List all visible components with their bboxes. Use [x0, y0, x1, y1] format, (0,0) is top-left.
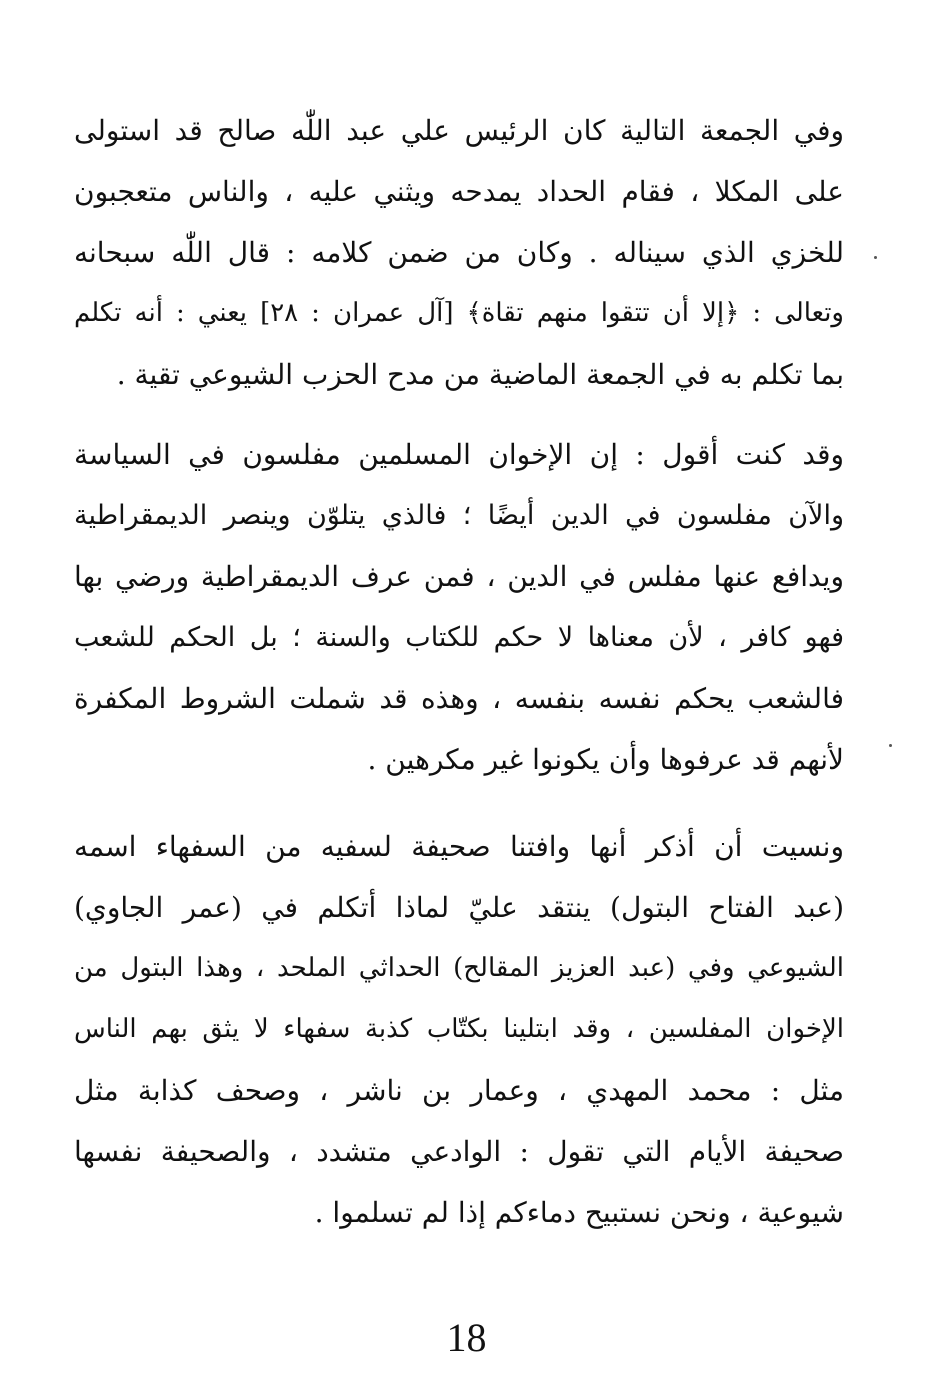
text-line: شيوعية ، ونحن نستبيح دماءكم إذا لم تسلموا .: [314, 1196, 844, 1229]
text-line: لأنهم قد عرفوها وأن يكونوا غير مكرهين .: [367, 743, 844, 776]
text-line: ونسيت أن أذكر أنها وافتنا صحيفة لسفيه من السفهاء اسمه: [74, 830, 844, 863]
page-number: 18: [446, 1315, 487, 1360]
paragraph-2: [74, 424, 844, 790]
text-line: وتعالى : ﴿إلا أن تتقوا منهم تقاة﴾ [آل عمران : ٢٨] يعني : أنه تكلم: [74, 298, 844, 328]
text-line: للخزي الذي سيناله . وكان من ضمن كلامه : قال اللّٰه سبحانه: [74, 236, 844, 269]
text-line: (عبد الفتاح البتول) ينتقد عليّ لماذا أتكلم في (عمر الجاوي): [74, 891, 844, 924]
text-line: ويدافع عنها مفلس في الدين ، فمن عرف الديمقراطية ورضي بها: [74, 560, 844, 593]
paragraph-3: [74, 816, 844, 1243]
text-line: فالشعب يحكم نفسه بنفسه ، وهذه قد شملت الشروط المكفرة: [74, 682, 844, 715]
margin-speck: [874, 256, 877, 259]
text-line: الإخوان المفلسين ، وقد ابتلينا بكتّاب كذبة سفهاء لا يثق بهم الناس: [74, 1014, 844, 1044]
text-line: بما تكلم به في الجمعة الماضية من مدح الحزب الشيوعي تقية .: [116, 358, 844, 391]
text-line: على المكلا ، فقام الحداد يمدحه ويثني عليه ، والناس متعجبون: [74, 175, 844, 208]
text-line: الشيوعي وفي (عبد العزيز المقالح) الحداثي الملحد ، وهذا البتول من: [74, 953, 844, 983]
text-line: مثل : محمد المهدي ، وعمار بن ناشر ، وصحف كذابة مثل: [74, 1074, 844, 1107]
margin-speck: [889, 744, 892, 747]
text-line: وقد كنت أقول : إن الإخوان المسلمين مفلسون في السياسة: [74, 438, 844, 471]
text-line: فهو كافر ، لأن معناها لا حكم للكتاب والسنة ؛ بل الحكم للشعب: [74, 622, 844, 653]
paragraph-1: [74, 100, 844, 405]
text-line: وفي الجمعة التالية كان الرئيس علي عبد اللّٰه صالح قد استولى: [74, 114, 844, 147]
text-line: والآن مفلسون في الدين أيضًا ؛ فالذي يتلوّن وينصر الديمقراطية: [74, 500, 844, 531]
text-line: صحيفة الأيام التي تقول : الوادعي متشدد ، والصحيفة نفسها: [74, 1135, 844, 1168]
